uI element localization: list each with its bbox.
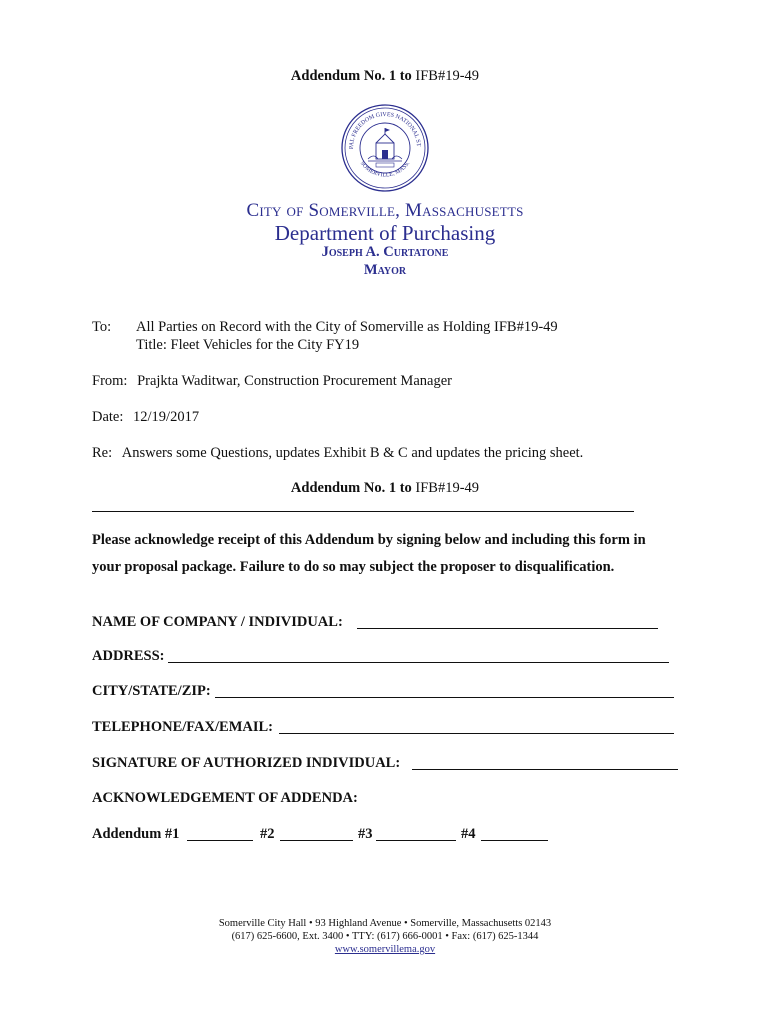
addendum-title-ref: IFB#19-49 <box>415 68 480 84</box>
to-line-1: All Parties on Record with the City of Somerville as Holding IFB#19-49 <box>136 319 558 335</box>
addendum-4-field[interactable] <box>481 840 548 841</box>
address-field[interactable] <box>168 662 669 663</box>
svg-text:MUNICIPAL FREEDOM GIVES NATION: PAL FREEDOM GIVES NATIONAL ST <box>348 111 422 150</box>
addendum-2-label: #2 <box>260 826 275 842</box>
ack-title <box>0 480 770 497</box>
city-state-zip-field[interactable] <box>215 697 674 698</box>
signature-field[interactable] <box>412 769 678 770</box>
to-label: To: <box>92 319 112 335</box>
ack-instruction-2: your proposal package. Failure to do so may subject the proposer to disqualification. <box>92 559 615 575</box>
address-label: ADDRESS: <box>92 648 165 664</box>
date-row <box>92 409 199 426</box>
ack-title-ref: IFB#19-49 <box>415 480 480 496</box>
official-title: Mayor <box>363 262 407 278</box>
ack-title-bold: Addendum No. 1 to <box>290 480 412 496</box>
from-label: From: <box>92 373 128 389</box>
footer-website-row <box>0 944 770 955</box>
footer-phone: (617) 625-6600, Ext. 3400 • TTY: (617) 666-0001 • Fax: (617) 625-1344 <box>231 931 539 942</box>
ack-instruction-1: Please acknowledge receipt of this Addendum by signing below and including this form in <box>92 532 646 548</box>
company-field[interactable] <box>357 628 658 629</box>
department-name: Department of Purchasing <box>274 221 496 245</box>
addendum-title-bold: Addendum No. 1 to <box>290 68 412 84</box>
addendum-1-label: Addendum #1 <box>92 826 180 842</box>
re-value: Answers some Questions, updates Exhibit B & C and updates the pricing sheet. <box>121 445 584 461</box>
addendum-1-field[interactable] <box>187 840 253 841</box>
to-line-2: Title: Fleet Vehicles for the City FY19 <box>136 337 360 353</box>
re-row <box>92 445 583 462</box>
addendum-4-label: #4 <box>461 826 476 842</box>
company-label: NAME OF COMPANY / INDIVIDUAL: <box>92 614 343 630</box>
from-row <box>92 373 452 390</box>
svg-text:SOMERVILLE, MASS.: SOMERVILLE, MASS. <box>358 160 412 179</box>
addenda-heading: ACKNOWLEDGEMENT OF ADDENDA: <box>92 790 358 806</box>
addendum-title <box>0 68 770 85</box>
city-seal-icon <box>340 103 430 193</box>
city-state-zip-label: CITY/STATE/ZIP: <box>92 683 211 699</box>
divider-line <box>92 511 634 512</box>
addendum-3-field[interactable] <box>376 840 456 841</box>
addendum-2-field[interactable] <box>280 840 353 841</box>
official-name: Joseph A. Curtatone <box>321 244 449 260</box>
addendum-3-label: #3 <box>358 826 373 842</box>
from-value: Prajkta Waditwar, Construction Procurement Manager <box>137 373 452 389</box>
city-seal <box>340 103 430 193</box>
footer-website-link[interactable]: www.somervillema.gov <box>334 944 436 955</box>
signature-label: SIGNATURE OF AUTHORIZED INDIVIDUAL: <box>92 755 401 771</box>
footer-address: Somerville City Hall • 93 Highland Avenue • Somerville, Massachusetts 02143 <box>218 918 552 929</box>
date-value: 12/19/2017 <box>133 409 200 425</box>
phone-label: TELEPHONE/FAX/EMAIL: <box>92 719 273 735</box>
city-name: City of Somerville, Massachusetts <box>246 200 524 221</box>
re-label: Re: <box>92 445 113 461</box>
date-label: Date: <box>92 409 124 425</box>
phone-field[interactable] <box>279 733 674 734</box>
